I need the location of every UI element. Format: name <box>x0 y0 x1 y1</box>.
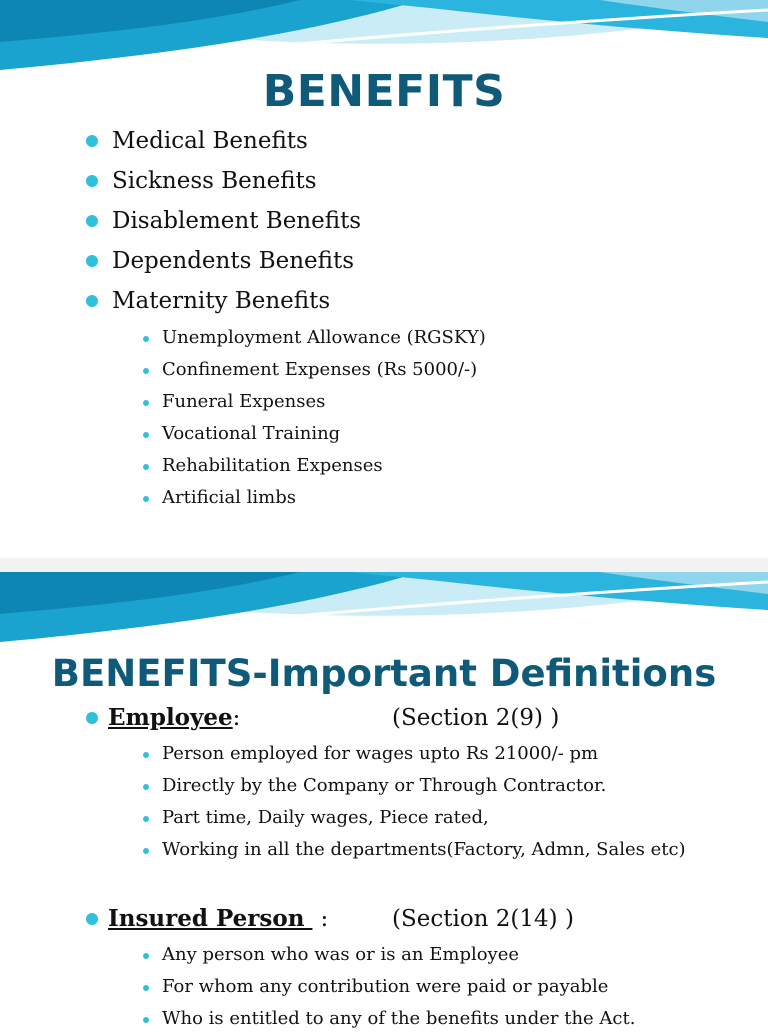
list-item: Artificial limbs <box>138 482 486 514</box>
benefits-list <box>82 121 361 321</box>
list-item: Disablement Benefits <box>82 201 361 241</box>
employee-heading <box>82 700 240 736</box>
list-item: Dependents Benefits <box>82 241 361 281</box>
list-item: Person employed for wages upto Rs 21000/- pm <box>138 738 686 770</box>
list-item: Working in all the departments(Factory, Admn, Sales etc) <box>138 834 686 866</box>
list-item: Sickness Benefits <box>82 161 361 201</box>
list-item: Maternity Benefits <box>82 281 361 321</box>
list-item: Vocational Training <box>138 418 486 450</box>
list-item: Confinement Expenses (Rs 5000/-) <box>138 354 486 386</box>
list-item: Rehabilitation Expenses <box>138 450 486 482</box>
list-item: Who is entitled to any of the benefits under the Act. <box>138 1003 635 1032</box>
employee-colon: : <box>232 705 241 731</box>
list-item: Funeral Expenses <box>138 386 486 418</box>
list-item: Any person who was or is an Employee <box>138 939 635 971</box>
insured-points <box>138 939 635 1032</box>
slide-definitions <box>0 572 768 1032</box>
list-item: Part time, Daily wages, Piece rated, <box>138 802 686 834</box>
page-title: BENEFITS <box>262 66 506 117</box>
benefits-sublist <box>138 322 486 514</box>
list-item: Unemployment Allowance (RGSKY) <box>138 322 486 354</box>
list-item: Medical Benefits <box>82 121 361 161</box>
page-title: BENEFITS-Important Definitions <box>51 652 717 695</box>
insured-term: Insured Person <box>108 905 313 932</box>
employee-term: Employee <box>108 704 233 731</box>
list-item: For whom any contribution were paid or payable <box>138 971 635 1003</box>
list-item: Directly by the Company or Through Contractor. <box>138 770 686 802</box>
insured-colon: : <box>320 906 329 932</box>
insured-heading <box>82 901 328 937</box>
employee-section: (Section 2(9) ) <box>392 705 560 731</box>
employee-points <box>138 738 686 866</box>
insured-section: (Section 2(14) ) <box>392 906 574 932</box>
